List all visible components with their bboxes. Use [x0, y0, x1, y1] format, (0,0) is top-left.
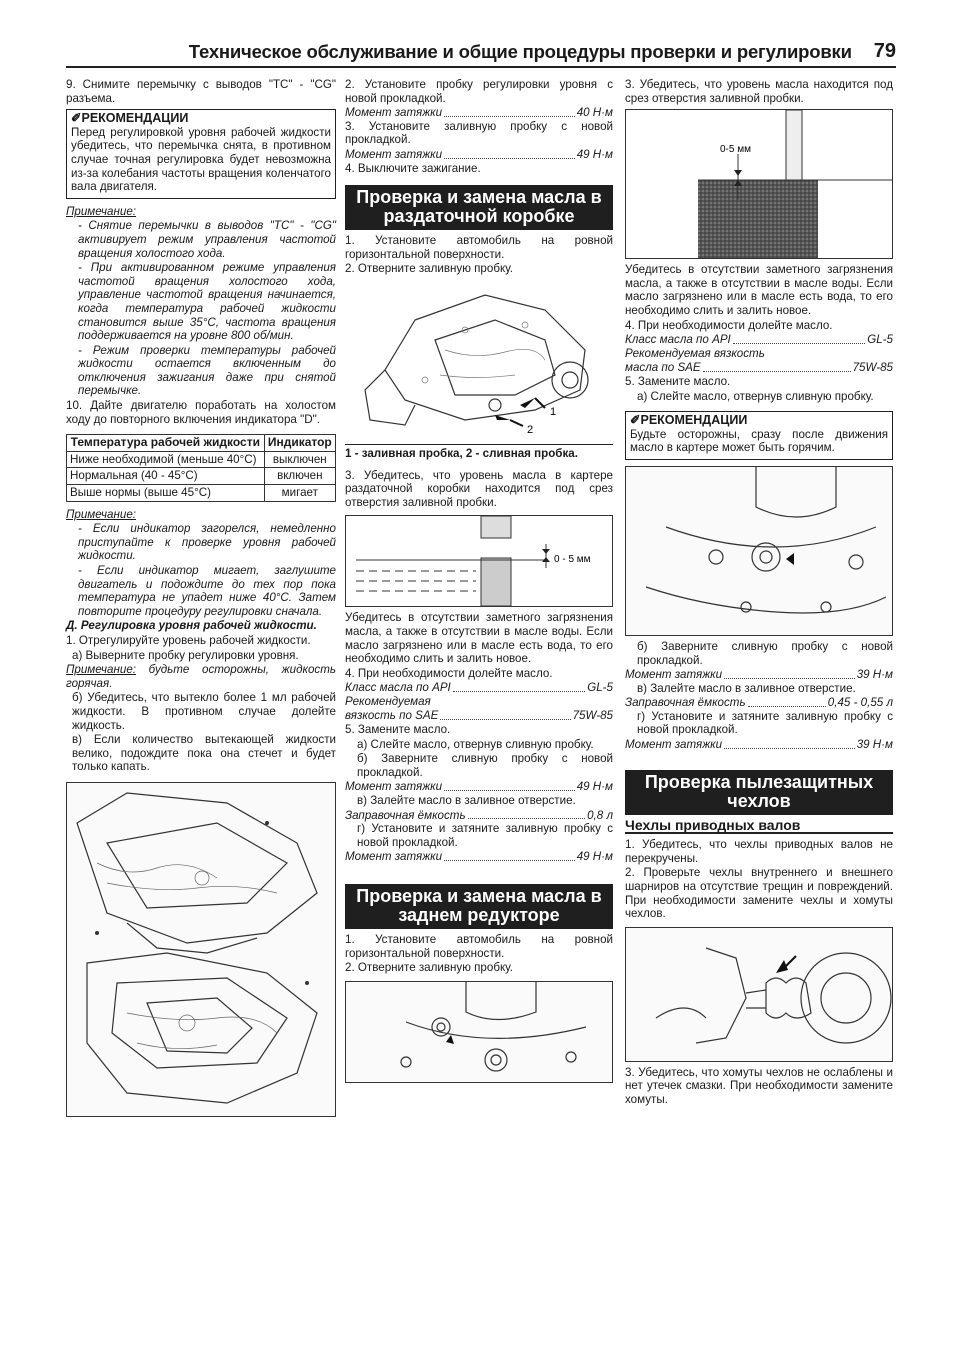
step-5b: б) Заверните сливную пробку с новой прокладкой. [637, 639, 893, 667]
note-label: Примечание: [66, 663, 136, 677]
check-text: Убедитесь в отсутствии заметного загрязнения масла, а также в отсутствии в масле воды. Если масло загрязнено или в масле есть вода, то его необходимо слить и залить новое. [625, 263, 893, 317]
subsection-heading: Чехлы приводных валов [625, 819, 893, 835]
section-heading-boots: Проверка пылезащитных чехлов [625, 770, 893, 815]
step-d1: 1. Отрегулируйте уровень рабочей жидкости. [66, 633, 311, 647]
driveshaft-boot-drawing [626, 928, 892, 1061]
torque-label: Момент затяжки [345, 780, 443, 794]
drain-plug-drawing [626, 467, 892, 635]
step-s5c: в) Залейте масло в заливное отверстие. [357, 794, 576, 808]
torque-label: Момент затяжки [625, 738, 723, 752]
step-s1: 1. Установите автомобиль на ровной горизонтальной поверхности. [345, 234, 613, 261]
section-d-title: Д. Регулировка уровня рабочей жидкости. [66, 619, 317, 633]
step-s4: 4. При необходимости долейте масло. [345, 666, 553, 680]
column-2 [345, 78, 613, 1087]
check-text: Убедитесь в отсутствии заметного загрязнения масла, а также в отсутствии в масле воды. Если масло загрязнено или в масле есть вода, то его необходимо слить и залить новое. [345, 611, 613, 666]
table-cell: Выше нормы (выше 45°С) [67, 485, 265, 502]
capacity-label: Заправочная ёмкость [345, 808, 466, 822]
note-item: - Снятие перемычки в выводов "TC" - "CG" активирует режим управления частотой вращения холостого хода. [78, 219, 336, 260]
step-b1: 1. Убедитесь, что чехлы приводных валов не перекручены. [625, 838, 893, 865]
table-cell: включен [264, 468, 335, 485]
recommendation-box [625, 411, 893, 460]
torque-value: 40 Н·м [576, 106, 613, 120]
transmission-underside-figure [66, 782, 336, 1117]
step-s5a: а) Слейте масло, отвернув сливную пробку. [357, 737, 594, 751]
table-cell: Ниже необходимой (меньше 40°С) [67, 451, 265, 468]
table-cell: выключен [264, 451, 335, 468]
step-d1b: б) Убедитесь, что вытекло более 1 мл рабочей жидкости. В противном случае долейте жидкость. [72, 691, 336, 732]
section-heading-rear-differential: Проверка и замена масла в заднем редукторе [345, 884, 613, 929]
step-9: 9. Снимите перемычку с выводов "TC" - "CG" разъема. [66, 78, 336, 105]
recommendation-title: РЕКОМЕНДАЦИИ [81, 111, 189, 126]
capacity-label: Заправочная ёмкость [625, 696, 746, 710]
sae-label-2: вязкость по SAE [345, 709, 439, 723]
step-b3: 3. Убедитесь, что хомуты чехлов не ослаблены и нет утечек смазки. При необходимости замените хомуты. [625, 1065, 893, 1106]
step-5c: в) Залейте масло в заливное отверстие. [637, 681, 856, 695]
step-d1c: в) Если количество вытекающей жидкости велико, подождите пока она стечет и будет только капать. [72, 733, 336, 774]
oil-level-drawing [346, 516, 613, 606]
note-text: будьте осторожны, жидкость горячая. [66, 663, 336, 690]
torque-label: Момент затяжки [345, 850, 443, 864]
step-5: 5. Замените масло. [625, 374, 731, 388]
drain-plug-figure [625, 466, 893, 636]
step-3: 3. Установите заливную пробку с новой прокладкой. [345, 119, 613, 147]
note-label: Примечание: [66, 507, 136, 521]
sae-value: 75W-85 [572, 709, 613, 723]
table-row [67, 485, 336, 502]
torque-value: 49 Н·м [576, 780, 613, 794]
torque-value: 49 Н·м [576, 850, 613, 864]
step-2: 2. Установите пробку регулировки уровня с новой прокладкой. [345, 78, 613, 105]
recommendation-title: РЕКОМЕНДАЦИИ [640, 413, 748, 428]
section-heading-transfer-case: Проверка и замена масла в раздаточной коробке [345, 185, 613, 230]
transmission-drawing [67, 783, 335, 1116]
column-1 [66, 78, 336, 1121]
sae-value: 75W-85 [852, 361, 893, 375]
table-cell: мигает [264, 485, 335, 502]
table-row [67, 468, 336, 485]
column-3 [625, 78, 893, 1108]
figure-caption: 1 - заливная пробка, 2 - сливная пробка. [345, 444, 613, 461]
step-4: 4. При необходимости долейте масло. [625, 318, 833, 332]
transfer-case-drawing [345, 280, 613, 440]
sae-label-1: Рекомендуемая [345, 694, 431, 708]
step-b2: 2. Проверьте чехлы внутреннего и внешнего шарниров на отсутствие трещин и повреждений. При необходимости замените чехлы и хомуты чехлов. [625, 866, 893, 921]
table-header: Температура рабочей жидкости [67, 435, 265, 452]
step-s5b: б) Заверните сливную пробку с новой прокладкой. [357, 752, 613, 779]
api-label: Класс масла по API [345, 681, 451, 695]
page-header [66, 40, 896, 68]
capacity-value: 0,45 - 0,55 л [827, 696, 893, 710]
step-d1a: а) Выверните пробку регулировки уровня. [72, 648, 299, 662]
api-value: GL-5 [867, 333, 893, 347]
note-item: - Если индикатор мигает, заглушите двигатель и подождите до тех пор пока температура не упадет ниже 40°С. Затем повторите процедуру регулировки сначала. [78, 564, 336, 618]
recommendation-box [66, 109, 336, 199]
oil-level-figure [345, 515, 613, 607]
note-item: - При активированном режиме управления частотой вращения холостого хода, управление частотой вращения начинается, когда температура рабочей жидкости становится выше 35°С, частота вращения поддерживается на уровне 800 об/мин. [78, 261, 336, 343]
transfer-case-figure [345, 280, 613, 440]
indicator-table [66, 434, 336, 501]
rear-differential-figure [345, 981, 613, 1083]
step-s5d: г) Установите и затяните заливную пробку с новой прокладкой. [357, 822, 613, 849]
table-row [67, 451, 336, 468]
note-label: Примечание: [66, 204, 136, 218]
sae-label-1: Рекомендуемая вязкость [625, 346, 765, 360]
step-4: 4. Выключите зажигание. [345, 161, 481, 175]
page-title: Техническое обслуживание и общие процедуры проверки и регулировки [188, 41, 852, 62]
step-s3: 3. Убедитесь, что уровень масла в картере раздаточной коробки находится под срез отверстия заливной пробки. [345, 468, 613, 509]
warning-icon: ✐ [630, 413, 641, 428]
rear-oil-level-drawing [626, 110, 892, 258]
torque-value: 49 Н·м [576, 147, 613, 161]
level-label: 0-5 мм [720, 144, 751, 156]
figure-label: 1 [550, 405, 557, 418]
capacity-value: 0,8 л [587, 808, 613, 822]
warning-icon: ✐ [71, 111, 82, 126]
step-10: 10. Дайте двигателю поработать на холостом ходу до повторного включения индикатора "D". [66, 399, 336, 426]
torque-value: 39 Н·м [856, 668, 893, 682]
sae-label-2: масла по SAE [625, 361, 701, 375]
step-s5: 5. Замените масло. [345, 723, 451, 737]
torque-value: 39 Н·м [856, 738, 893, 752]
rear-differential-drawing [346, 982, 612, 1082]
level-label: 0 - 5 мм [554, 554, 591, 566]
page-number: 79 [873, 40, 896, 62]
step-r1: 1. Установите автомобиль на ровной горизонтальной поверхности. [345, 933, 613, 960]
step-s2: 2. Отверните заливную пробку. [345, 262, 514, 276]
table-header: Индикатор [264, 435, 335, 452]
torque-label: Момент затяжки [345, 106, 443, 120]
step-5d: г) Установите и затяните заливную пробку с новой прокладкой. [637, 709, 893, 737]
step-3: 3. Убедитесь, что уровень масла находится под срез отверстия заливной пробки. [625, 78, 893, 105]
api-label: Класс масла по API [625, 333, 731, 347]
note-item: - Если индикатор загорелся, немедленно приступайте к проверке уровня рабочей жидкости. [78, 522, 336, 563]
recommendation-text: Будьте осторожны, сразу после движения масло в картере может быть горячим. [630, 427, 888, 455]
driveshaft-boot-figure [625, 927, 893, 1062]
note-item: - Режим проверки температуры рабочей жидкости остается включенным до отключения зажигания даже при снятой перемычке. [78, 343, 336, 398]
figure-label: 2 [527, 423, 534, 436]
torque-label: Момент затяжки [625, 668, 723, 682]
step-5a: а) Слейте масло, отвернув сливную пробку. [637, 389, 874, 403]
torque-label: Момент затяжки [345, 147, 443, 161]
api-value: GL-5 [587, 681, 613, 695]
step-r2: 2. Отверните заливную пробку. [345, 961, 514, 975]
table-cell: Нормальная (40 - 45°С) [67, 468, 265, 485]
recommendation-text: Перед регулировкой уровня рабочей жидкости убедитесь, что перемычка снята, в противном случае точная регулировка будет невозможна из-за колебания частоты вращения коленчатого вала двигателя. [71, 125, 331, 194]
rear-oil-level-figure [625, 109, 893, 259]
